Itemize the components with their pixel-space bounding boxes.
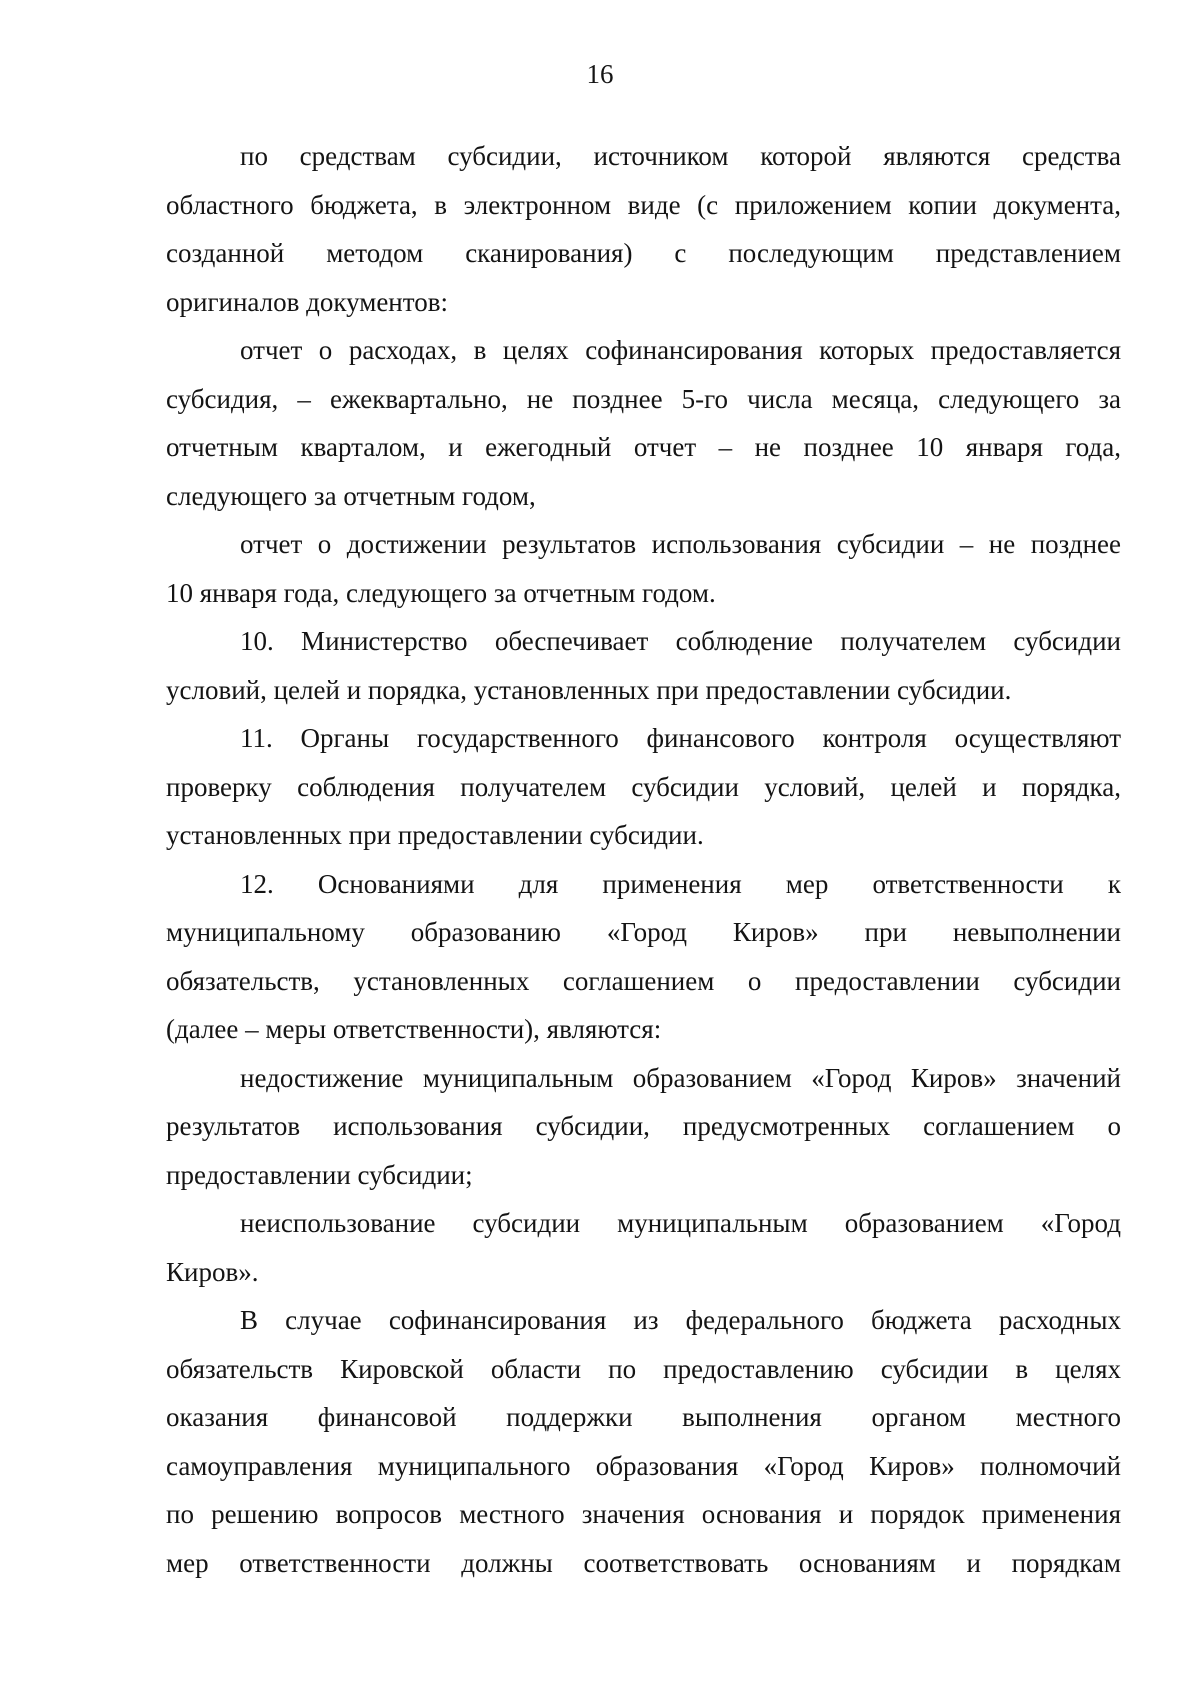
paragraph bbox=[166, 132, 1121, 326]
text-line: В случае софинансирования из федерального бюджета расходных bbox=[240, 1305, 1121, 1335]
text-line: по решению вопросов местного значения основания и порядок применения bbox=[166, 1499, 1121, 1529]
text-line: 10 января года, следующего за отчетным годом. bbox=[166, 577, 716, 608]
text-line: субсидия, – ежеквартально, не позднее 5-го числа месяца, следующего за bbox=[166, 383, 1121, 414]
text-line: созданной методом сканирования) с последующим представлением bbox=[166, 238, 1121, 268]
paragraph bbox=[166, 1296, 1121, 1587]
text-line: неиспользование субсидии муниципальным образованием «Город bbox=[240, 1208, 1121, 1238]
text-line: мер ответственности должны соответствовать основаниям и порядкам bbox=[166, 1547, 1121, 1578]
document-body bbox=[166, 132, 1121, 1587]
text-line: по средствам субсидии, источником которой являются средства bbox=[240, 141, 1121, 171]
text-line: проверку соблюдения получателем субсидии условий, целей и порядка, bbox=[166, 771, 1121, 802]
paragraph bbox=[166, 326, 1121, 520]
text-line: отчет о достижении результатов использования субсидии – не позднее bbox=[240, 529, 1121, 559]
text-line: самоуправления муниципального образования «Город Киров» полномочий bbox=[166, 1450, 1121, 1481]
paragraph bbox=[166, 1199, 1121, 1296]
text-line: 12. Основаниями для применения мер ответственности к bbox=[240, 868, 1121, 899]
paragraph bbox=[166, 714, 1121, 860]
paragraph bbox=[166, 617, 1121, 714]
text-line: недостижение муниципальным образованием «Город Киров» значений bbox=[240, 1062, 1121, 1093]
text-line: 11. Органы государственного финансового контроля осуществляют bbox=[240, 723, 1121, 753]
text-line: предоставлении субсидии; bbox=[166, 1159, 473, 1190]
text-line: областного бюджета, в электронном виде (с приложением копии документа, bbox=[166, 189, 1121, 220]
page-number: 16 bbox=[586, 59, 614, 89]
text-line: отчетным кварталом, и ежегодный отчет – не позднее 10 января года, bbox=[166, 432, 1121, 462]
text-line: обязательств Кировской области по предоставлению субсидии в целях bbox=[166, 1353, 1121, 1384]
text-line: оригиналов документов: bbox=[166, 286, 448, 317]
text-line: результатов использования субсидии, предусмотренных соглашением о bbox=[166, 1111, 1121, 1141]
paragraph bbox=[166, 1054, 1121, 1200]
text-line: Киров». bbox=[166, 1256, 259, 1287]
text-line: обязательств, установленных соглашением о предоставлении субсидии bbox=[166, 965, 1121, 996]
text-line: установленных при предоставлении субсидии. bbox=[166, 820, 704, 850]
text-line: муниципальному образованию «Город Киров» при невыполнении bbox=[166, 917, 1121, 947]
text-line: оказания финансовой поддержки выполнения органом местного bbox=[166, 1402, 1121, 1432]
paragraph bbox=[166, 520, 1121, 617]
text-line: 10. Министерство обеспечивает соблюдение получателем субсидии bbox=[240, 626, 1121, 656]
paragraph bbox=[166, 860, 1121, 1054]
text-line: отчет о расходах, в целях софинансирования которых предоставляется bbox=[240, 335, 1121, 365]
text-line: (далее – меры ответственности), являются: bbox=[166, 1014, 662, 1044]
text-line: условий, целей и порядка, установленных при предоставлении субсидии. bbox=[166, 674, 1012, 705]
text-line: следующего за отчетным годом, bbox=[166, 480, 536, 511]
